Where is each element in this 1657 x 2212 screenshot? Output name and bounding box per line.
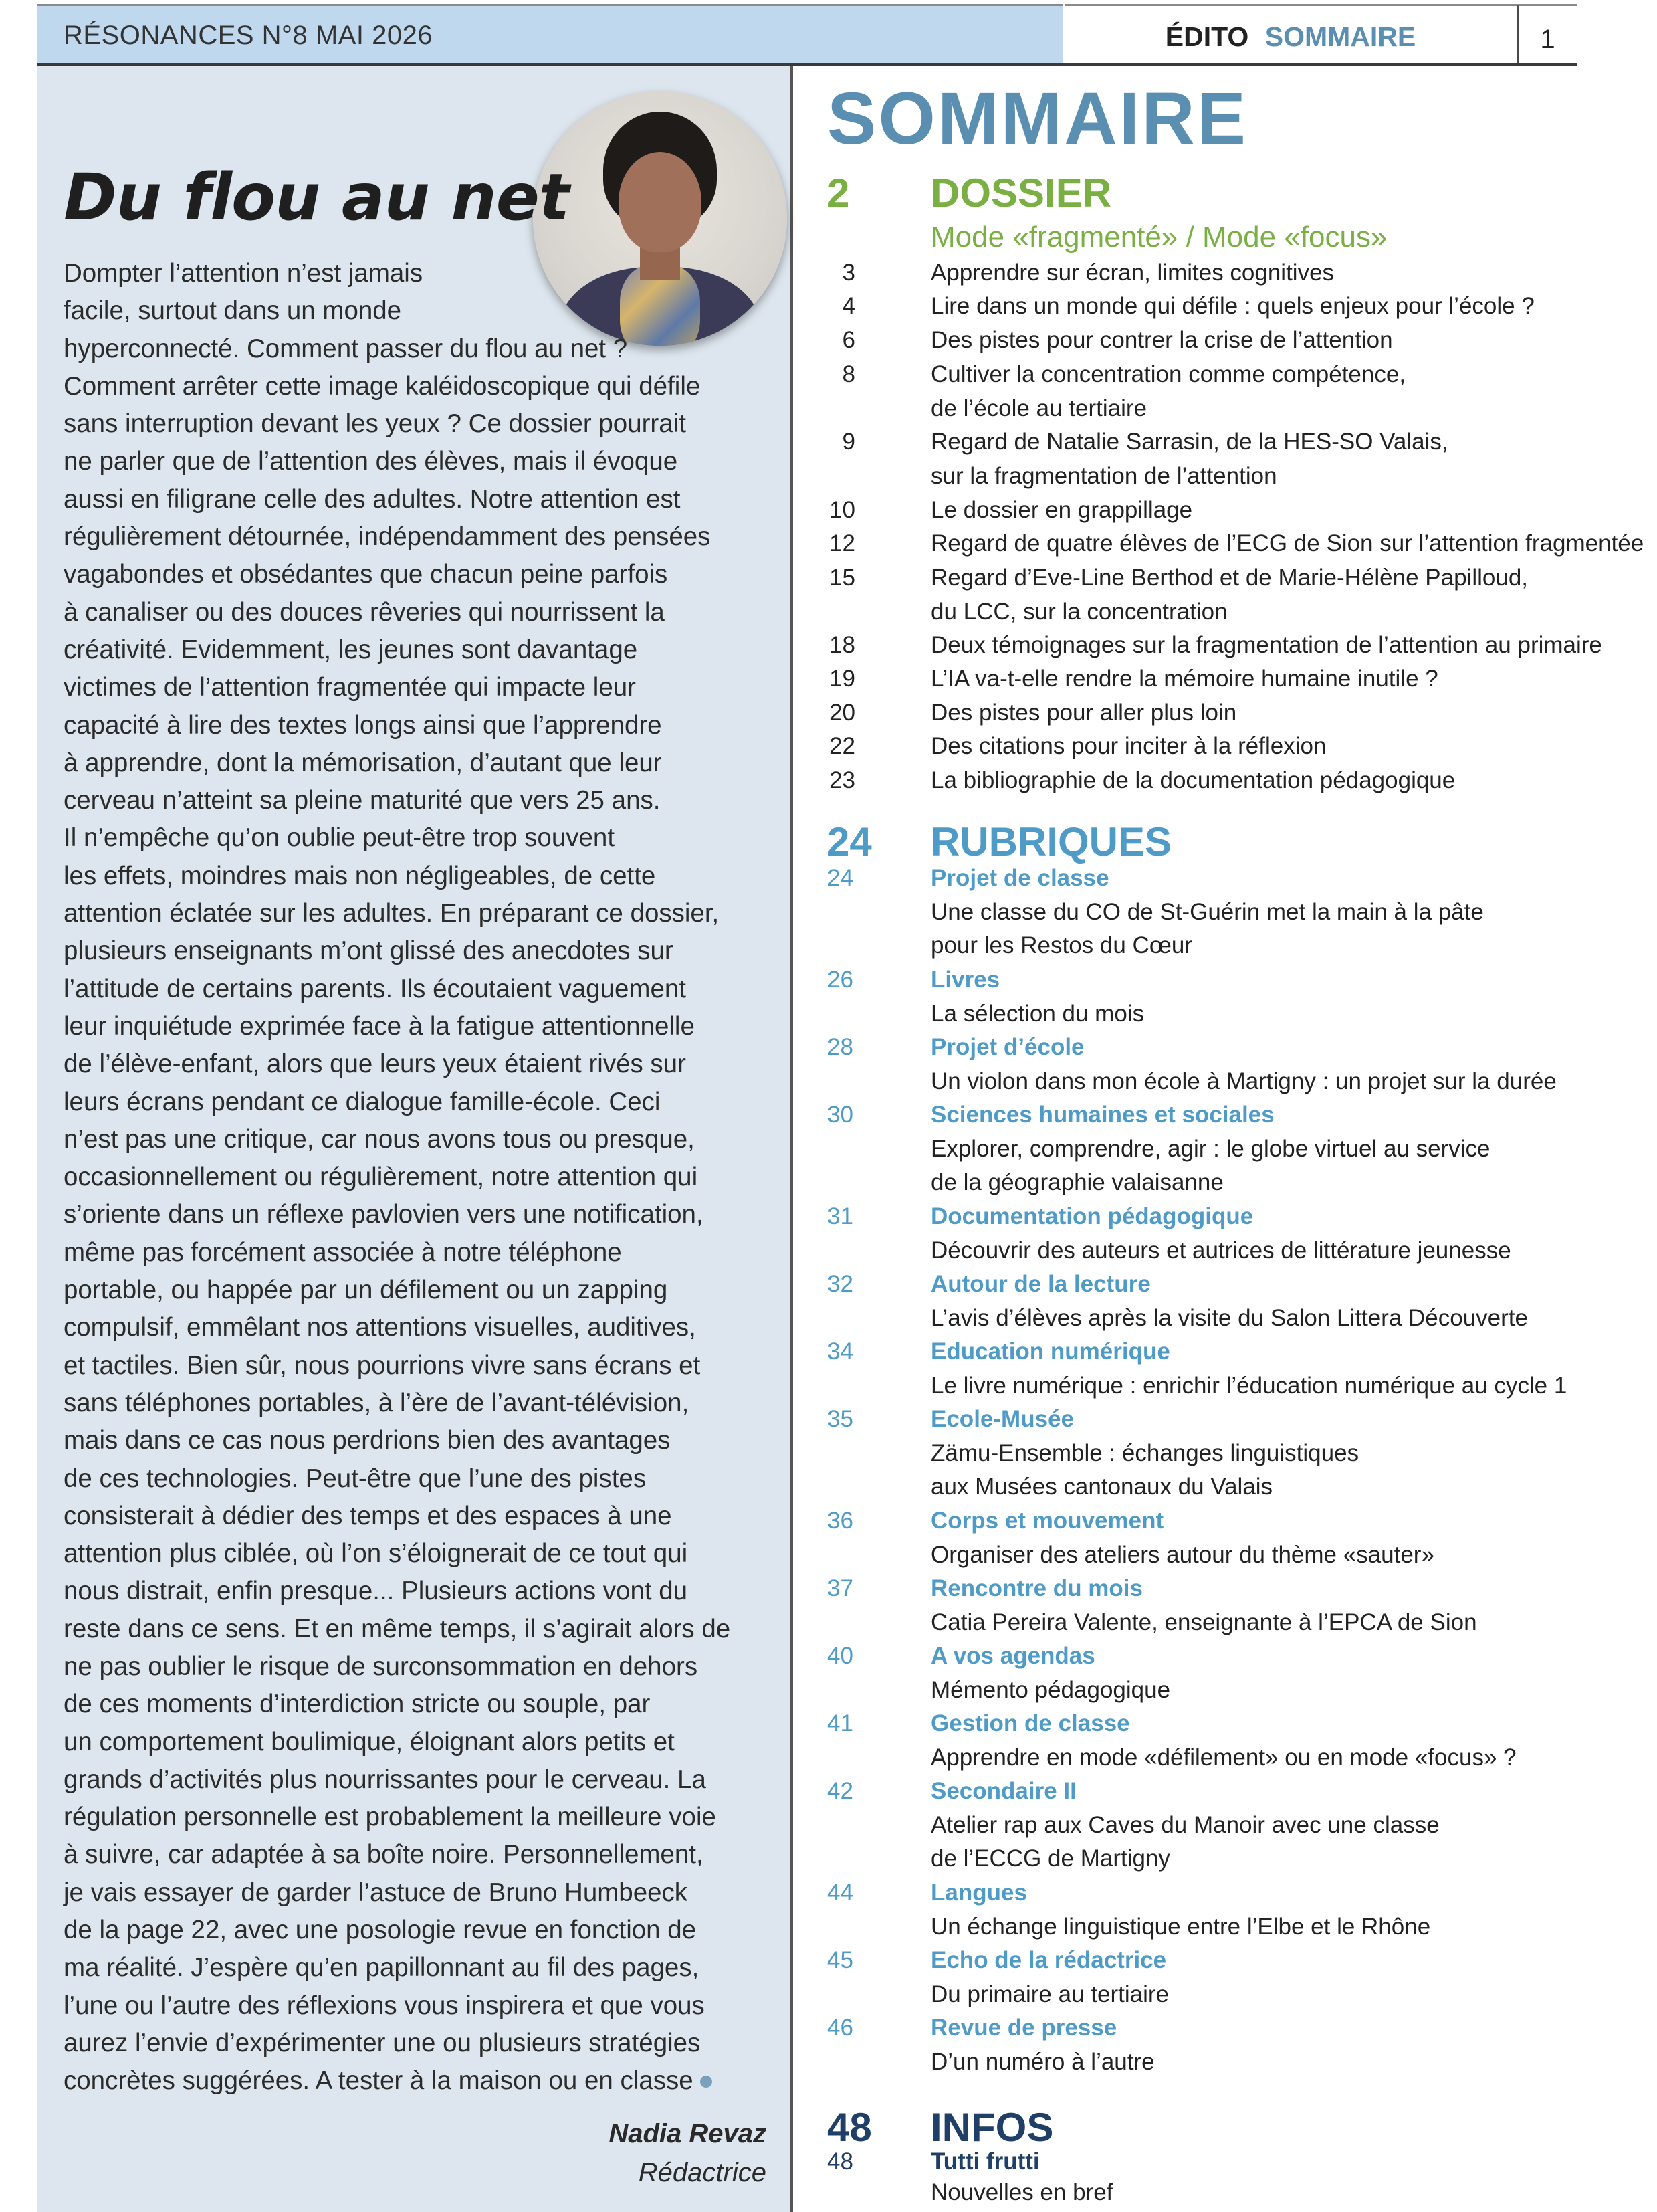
edito-line: l’une ou l’autre des réflexions vous inspirera et que vous xyxy=(64,1991,705,2020)
edito-line: facile, surtout dans un monde xyxy=(64,296,402,326)
rubrique-name: Langues xyxy=(931,1880,1027,1906)
toc-entry-title: Cultiver la concentration comme compétence, xyxy=(931,361,1406,387)
rubrique-desc: pour les Restos du Cœur xyxy=(931,932,1192,959)
rubrique-desc: Du primaire au tertiaire xyxy=(931,1981,1169,2007)
toc-entry-page: 18 xyxy=(829,632,855,658)
edito-line: de l’élève-enfant, alors que leurs yeux étaient rivés sur xyxy=(64,1049,686,1079)
infos-entry-name: Tutti frutti xyxy=(931,2148,1040,2175)
edito-line: victimes de l’attention fragmentée qui impacte leur xyxy=(64,673,636,702)
rubrique-desc: de la géographie valaisanne xyxy=(931,1169,1224,1195)
rubrique-name: Gestion de classe xyxy=(931,1710,1130,1736)
header-sections xyxy=(1065,4,1517,63)
toc-entry-page: 6 xyxy=(842,327,855,353)
edito-line: un comportement boulimique, éloignant alors petits et xyxy=(64,1727,675,1756)
rubrique-desc: de l’ECCG de Martigny xyxy=(931,1845,1170,1872)
rubrique-desc: D’un numéro à l’autre xyxy=(931,2048,1155,2075)
rubrique-page: 32 xyxy=(827,1271,853,1297)
rubrique-page: 31 xyxy=(827,1203,853,1229)
edito-line: s’oriente dans un réflexe pavlovien vers une notification, xyxy=(64,1200,703,1229)
rubrique-name: Education numérique xyxy=(931,1338,1170,1365)
toc-entry-page: 15 xyxy=(829,565,855,591)
edito-line: consisterait à dédier des temps et des espaces à une xyxy=(64,1501,672,1530)
rubriques-heading: RUBRIQUES xyxy=(931,819,1172,864)
edito-line: nous distrait, enfin presque... Plusieurs actions vont du xyxy=(64,1577,688,1606)
rubrique-name: Livres xyxy=(931,967,1000,993)
rubrique-desc: Le livre numérique : enrichir l’éducation numérique au cycle 1 xyxy=(931,1372,1567,1399)
toc-entry-title: Apprendre sur écran, limites cognitives xyxy=(931,260,1335,286)
toc-entry-title: La bibliographie de la documentation pédagogique xyxy=(931,767,1456,793)
rubrique-page: 42 xyxy=(827,1778,853,1804)
edito-line: sans téléphones portables, à l’ère de l’avant-télévision, xyxy=(64,1388,689,1417)
rubriques-page: 24 xyxy=(827,819,872,864)
toc-entry-page: 12 xyxy=(829,530,855,557)
edito-line: vagabondes et obsédantes que chacun peine parfois xyxy=(64,560,668,589)
section-sommaire-label: SOMMAIRE xyxy=(1264,21,1416,52)
rubrique-page: 40 xyxy=(827,1643,853,1669)
rubrique-name: Revue de presse xyxy=(931,2015,1117,2041)
edito-line: l’attitude de certains parents. Ils écoutaient vaguement xyxy=(64,974,686,1003)
rubrique-page: 30 xyxy=(827,1102,853,1128)
edito-line: attention éclatée sur les adultes. En préparant ce dossier, xyxy=(64,899,720,928)
toc-entry-page: 8 xyxy=(842,361,855,387)
rubrique-desc: Atelier rap aux Caves du Manoir avec une classe xyxy=(931,1811,1440,1838)
rubrique-desc: aux Musées cantonaux du Valais xyxy=(931,1474,1273,1500)
toc-entry-title: Des pistes pour contrer la crise de l’attention xyxy=(931,327,1393,353)
edito-line: ne pas oublier le risque de surconsommation en dehors xyxy=(64,1651,698,1681)
toc-entry-title: Regard d’Eve-Line Berthod et de Marie-Hélène Papilloud, xyxy=(931,565,1529,591)
toc-entry-page: 19 xyxy=(829,666,855,692)
rubrique-page: 24 xyxy=(827,865,853,891)
rubrique-name: Rencontre du mois xyxy=(931,1575,1143,1601)
toc-entry-title: Regard de quatre élèves de l’ECG de Sion sur l’attention fragmentée xyxy=(931,530,1644,557)
edito-line: les effets, moindres mais non négligeables, de cette xyxy=(64,861,656,890)
toc-entry-page: 10 xyxy=(829,497,855,523)
rubrique-desc: La sélection du mois xyxy=(931,1000,1145,1027)
rubrique-name: Documentation pédagogique xyxy=(931,1203,1254,1229)
edito-line: à apprendre, dont la mémorisation, d’autant que leur xyxy=(64,748,662,777)
page-number: 1 xyxy=(1517,4,1577,63)
edito-line: Il n’empêche qu’on oublie peut-être trop souvent xyxy=(64,823,615,853)
edito-line: Comment arrêter cette image kaléidoscopique qui défile xyxy=(64,371,701,401)
edito-line: mais dans ce cas nous perdrions bien des avantages xyxy=(64,1426,671,1455)
rubrique-name: A vos agendas xyxy=(931,1643,1095,1669)
edito-line: hyperconnecté. Comment passer du flou au net ? xyxy=(64,334,628,363)
dossier-subtitle: Mode «fragmenté» / Mode «focus» xyxy=(931,221,1388,254)
edito-line: aussi en filigrane celle des adultes. Notre attention est xyxy=(64,484,681,514)
rubrique-desc: Catia Pereira Valente, enseignante à l’EPCA de Sion xyxy=(931,1609,1477,1635)
edito-line: ma réalité. J’espère qu’en papillonnant au fil des pages, xyxy=(64,1953,699,1983)
infos-page: 48 xyxy=(827,2105,872,2150)
rubrique-desc: Un violon dans mon école à Martigny : un projet sur la durée xyxy=(931,1068,1557,1094)
rubrique-page: 41 xyxy=(827,1710,853,1736)
rubrique-desc: Une classe du CO de St-Guérin met la main à la pâte xyxy=(931,898,1484,925)
rubrique-name: Echo de la rédactrice xyxy=(931,1947,1167,1973)
edito-line: de ces technologies. Peut-être que l’une des pistes xyxy=(64,1464,647,1493)
author-role: Rédactrice xyxy=(638,2158,766,2187)
toc-entry-page: 3 xyxy=(842,260,855,286)
rubrique-desc: Apprendre en mode «défilement» ou en mode «focus» ? xyxy=(931,1744,1517,1771)
rubrique-desc: Organiser des ateliers autour du thème «sauter» xyxy=(931,1541,1434,1568)
rubrique-name: Corps et mouvement xyxy=(931,1508,1164,1534)
edito-line: leur inquiétude exprimée face à la fatigue attentionnelle xyxy=(64,1011,695,1041)
edito-line: concrètes suggérées. A tester à la maison ou en classe xyxy=(64,2062,772,2100)
rubrique-desc: Mémento pédagogique xyxy=(931,1676,1171,1703)
rubrique-desc: Explorer, comprendre, agir : le globe virtuel au service xyxy=(931,1135,1490,1162)
edito-line: régulièrement détournée, indépendamment des pensées xyxy=(64,522,711,552)
edito-line: de la page 22, avec une posologie revue en fonction de xyxy=(64,1916,697,1945)
infos-entry-desc: Nouvelles en bref xyxy=(931,2179,1113,2205)
rubrique-page: 35 xyxy=(827,1406,853,1432)
edito-line: n’est pas une critique, car nous avons tous ou presque, xyxy=(64,1124,695,1154)
rubrique-name: Autour de la lecture xyxy=(931,1271,1151,1297)
edito-line: ne parler que de l’attention des élèves, mais il évoque xyxy=(64,447,678,476)
toc-entry-title: de l’école au tertiaire xyxy=(931,395,1147,421)
author-name: Nadia Revaz xyxy=(609,2119,766,2148)
toc-entry-page: 23 xyxy=(829,767,855,793)
header-issue-bar xyxy=(37,4,1063,63)
infos-heading: INFOS xyxy=(931,2105,1054,2150)
edito-line: Dompter l’attention n’est jamais xyxy=(64,259,423,288)
rubrique-name: Ecole-Musée xyxy=(931,1406,1074,1432)
toc-entry-title: Lire dans un monde qui défile : quels enjeux pour l’école ? xyxy=(931,293,1535,319)
sommaire-title: SOMMAIRE xyxy=(827,78,1248,160)
edito-line: portable, ou happée par un défilement ou un zapping xyxy=(64,1276,668,1305)
edito-line: régulation personnelle est probablement la meilleure voie xyxy=(64,1803,716,1832)
toc-entry-title: L’IA va-t-elle rendre la mémoire humaine inutile ? xyxy=(931,666,1438,692)
edito-title: Du flou au net xyxy=(64,160,569,235)
rubrique-desc: L’avis d’élèves après la visite du Salon Littera Découverte xyxy=(931,1304,1528,1331)
rubrique-page: 36 xyxy=(827,1508,853,1534)
edito-line: de ces moments d’interdiction stricte ou souple, par xyxy=(64,1690,651,1719)
rubrique-page: 46 xyxy=(827,2015,853,2041)
rubrique-page: 28 xyxy=(827,1034,853,1060)
edito-line: occasionnellement ou régulièrement, notre attention qui xyxy=(64,1163,698,1192)
edito-panel xyxy=(37,66,793,2212)
rubrique-desc: Zämu-Ensemble : échanges linguistiques xyxy=(931,1439,1359,1466)
edito-line: même pas forcément associée à notre téléphone xyxy=(64,1237,622,1267)
edito-line: grands d’activités plus nourrissantes pour le cerveau. La xyxy=(64,1765,706,1794)
rubrique-name: Projet d’école xyxy=(931,1034,1085,1060)
toc-entry-title: Des citations pour inciter à la réflexion xyxy=(931,733,1327,759)
edito-line: reste dans ce sens. Et en même temps, il s’agirait alors de xyxy=(64,1614,731,1643)
rubrique-desc: Un échange linguistique entre l’Elbe et le Rhône xyxy=(931,1913,1431,1940)
edito-line: cerveau n’atteint sa pleine maturité que vers 25 ans. xyxy=(64,786,661,815)
rubrique-page: 45 xyxy=(827,1947,853,1973)
edito-line: à suivre, car adaptée à sa boîte noire. Personnellement, xyxy=(64,1840,703,1870)
toc-entry-title: Regard de Natalie Sarrasin, de la HES-SO Valais, xyxy=(931,429,1448,455)
toc-entry-title: Des pistes pour aller plus loin xyxy=(931,700,1237,726)
edito-line: capacité à lire des textes longs ainsi que l’apprendre xyxy=(64,710,662,740)
edito-line: aurez l’envie d’expérimenter une ou plusieurs stratégies xyxy=(64,2028,701,2057)
rubrique-name: Sciences humaines et sociales xyxy=(931,1102,1275,1128)
rubrique-desc: Découvrir des auteurs et autrices de littérature jeunesse xyxy=(931,1237,1511,1264)
rubrique-name: Secondaire II xyxy=(931,1778,1077,1804)
toc-entry-title: sur la fragmentation de l’attention xyxy=(931,462,1277,489)
rubrique-page: 34 xyxy=(827,1338,853,1365)
edito-line: je vais essayer de garder l’astuce de Bruno Humbeeck xyxy=(64,1878,688,1907)
edito-body xyxy=(64,255,772,2100)
section-edito-label: ÉDITO xyxy=(1165,21,1249,52)
issue-label: RÉSONANCES N°8 MAI 2026 xyxy=(64,21,433,50)
edito-line: sans interruption devant les yeux ? Ce dossier pourrait xyxy=(64,409,686,439)
edito-line: et tactiles. Bien sûr, nous pourrions vivre sans écrans et xyxy=(64,1350,701,1380)
edito-line: leurs écrans pendant ce dialogue famille-école. Ceci xyxy=(64,1087,661,1116)
edito-line: à canaliser ou des douces rêveries qui nourrissent la xyxy=(64,597,665,627)
toc-entry-title: du LCC, sur la concentration xyxy=(931,598,1228,625)
toc-entry-title: Deux témoignages sur la fragmentation de l’attention au primaire xyxy=(931,632,1602,658)
toc-entry-page: 22 xyxy=(829,733,855,759)
rubrique-page: 26 xyxy=(827,967,853,993)
edito-line: créativité. Evidemment, les jeunes sont davantage xyxy=(64,635,638,664)
toc-entry-page: 9 xyxy=(842,429,855,455)
rubrique-name: Projet de classe xyxy=(931,865,1109,891)
edito-line: compulsif, emmêlant nos attentions visuelles, auditives, xyxy=(64,1313,696,1342)
infos-entry-page: 48 xyxy=(827,2148,853,2175)
rubrique-page: 44 xyxy=(827,1880,853,1906)
toc-entry-page: 20 xyxy=(829,700,855,726)
dossier-page: 2 xyxy=(827,171,850,215)
dossier-heading: DOSSIER xyxy=(931,171,1112,215)
toc-entry-title: Le dossier en grappillage xyxy=(931,497,1193,523)
toc-entry-page: 4 xyxy=(842,293,855,319)
edito-signature xyxy=(609,2114,766,2192)
edito-line: attention plus ciblée, où l’on s’éloignerait de ce tout qui xyxy=(64,1539,688,1569)
edito-line: plusieurs enseignants m’ont glissé des anecdotes sur xyxy=(64,936,673,966)
end-mark-icon xyxy=(700,2076,712,2088)
rubrique-page: 37 xyxy=(827,1575,853,1601)
